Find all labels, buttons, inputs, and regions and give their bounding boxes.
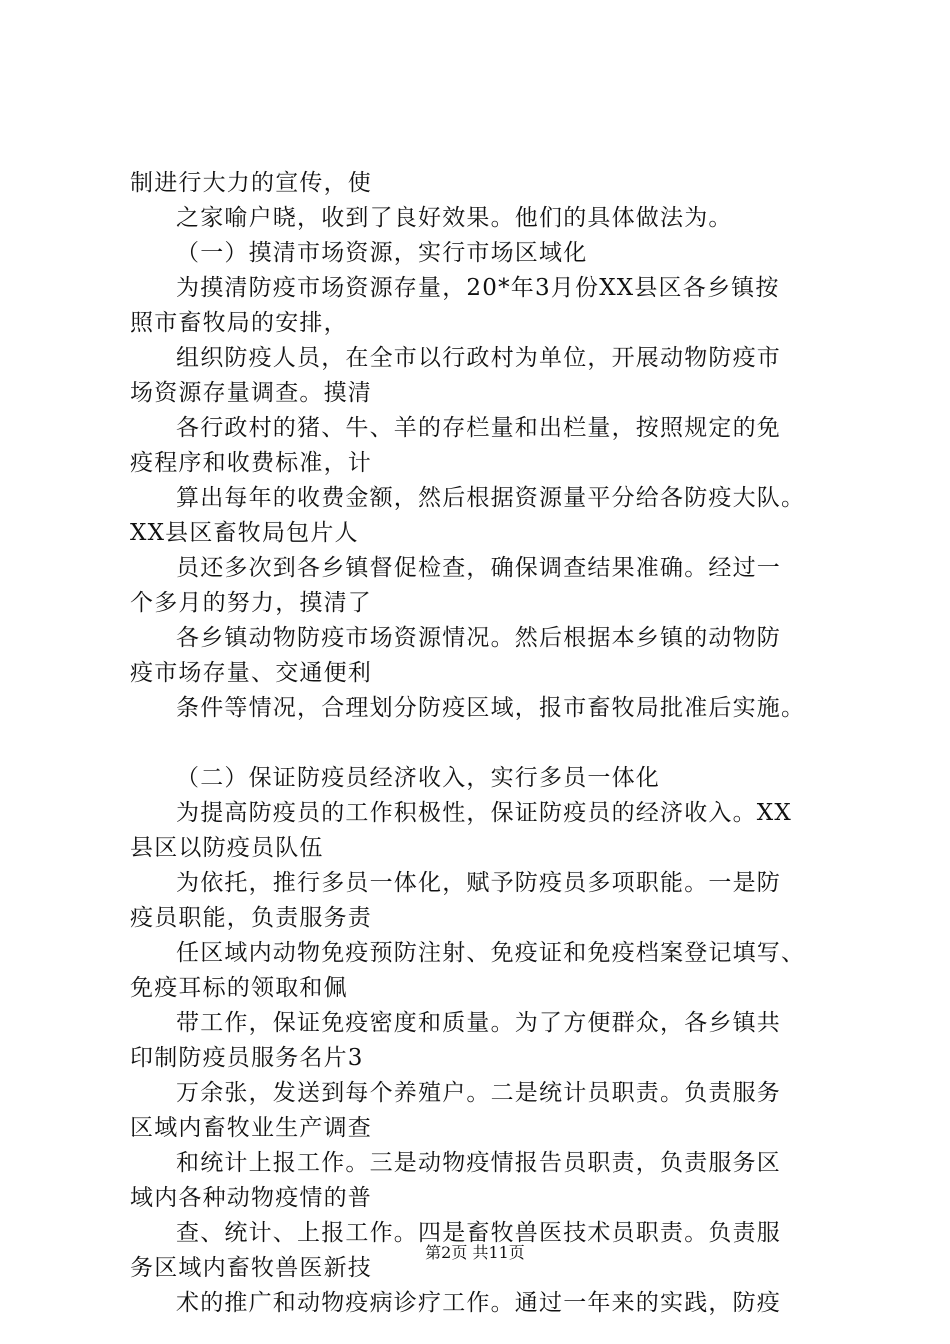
- text-line: 务区域内畜牧兽医新技: [130, 1255, 372, 1281]
- text-line: 场资源存量调查。摸清: [130, 380, 372, 406]
- page-number-footer: 第2页 共11页: [425, 1243, 525, 1262]
- section-heading: （一）摸清市场资源，实行市场区域化: [176, 240, 588, 266]
- text-line: 县区以防疫员队伍: [130, 835, 324, 861]
- text-line: 疫市场存量、交通便利: [130, 660, 372, 686]
- section-heading: （二）保证防疫员经济收入，实行多员一体化: [176, 765, 660, 791]
- text-line: 各乡镇动物防疫市场资源情况。然后根据本乡镇的动物防: [176, 625, 781, 651]
- text-line: 个多月的努力，摸清了: [130, 590, 372, 616]
- blank-line: [130, 726, 850, 761]
- document-body: [130, 166, 850, 1321]
- text-line: 术的推广和动物疫病诊疗工作。通过一年来的实践，防疫: [176, 1290, 781, 1316]
- text-line: 查、统计、上报工作。四是畜牧兽医技术员职责。负责服: [176, 1220, 781, 1246]
- text-line: 算出每年的收费金额，然后根据资源量平分给各防疫大队。: [176, 485, 806, 511]
- text-line: 各行政村的猪、牛、羊的存栏量和出栏量，按照规定的免: [176, 415, 781, 441]
- text-line: 制进行大力的宣传，使: [130, 170, 372, 196]
- text-line: 疫员职能，负责服务责: [130, 905, 372, 931]
- text-line: 组织防疫人员，在全市以行政村为单位，开展动物防疫市: [176, 345, 781, 371]
- text-line: 和统计上报工作。三是动物疫情报告员职责，负责服务区: [176, 1150, 781, 1176]
- text-line: 为摸清防疫市场资源存量，20*年3月份XX县区各乡镇按: [176, 275, 780, 301]
- text-line: 任区域内动物免疫预防注射、免疫证和免疫档案登记填写、: [176, 940, 806, 966]
- text-line: 员还多次到各乡镇督促检查，确保调查结果准确。经过一: [176, 555, 781, 581]
- text-line: 区域内畜牧业生产调查: [130, 1115, 372, 1141]
- text-line: XX县区畜牧局包片人: [130, 520, 359, 546]
- text-line: 之家喻户晓，收到了良好效果。他们的具体做法为。: [176, 205, 733, 231]
- text-line: 带工作，保证免疫密度和质量。为了方便群众，各乡镇共: [176, 1010, 781, 1036]
- text-line: 万余张，发送到每个养殖户。二是统计员职责。负责服务: [176, 1080, 781, 1106]
- text-line: 域内各种动物疫情的普: [130, 1185, 372, 1211]
- text-line: 免疫耳标的领取和佩: [130, 975, 348, 1001]
- text-line: 疫程序和收费标准，计: [130, 450, 372, 476]
- text-line: 条件等情况，合理划分防疫区域，报市畜牧局批准后实施。: [176, 695, 806, 721]
- text-line: 为依托，推行多员一体化，赋予防疫员多项职能。一是防: [176, 870, 781, 896]
- text-line: 为提高防疫员的工作积极性，保证防疫员的经济收入。XX: [176, 800, 792, 826]
- text-line: 照市畜牧局的安排，: [130, 310, 348, 336]
- text-line: 印制防疫员服务名片3: [130, 1045, 364, 1071]
